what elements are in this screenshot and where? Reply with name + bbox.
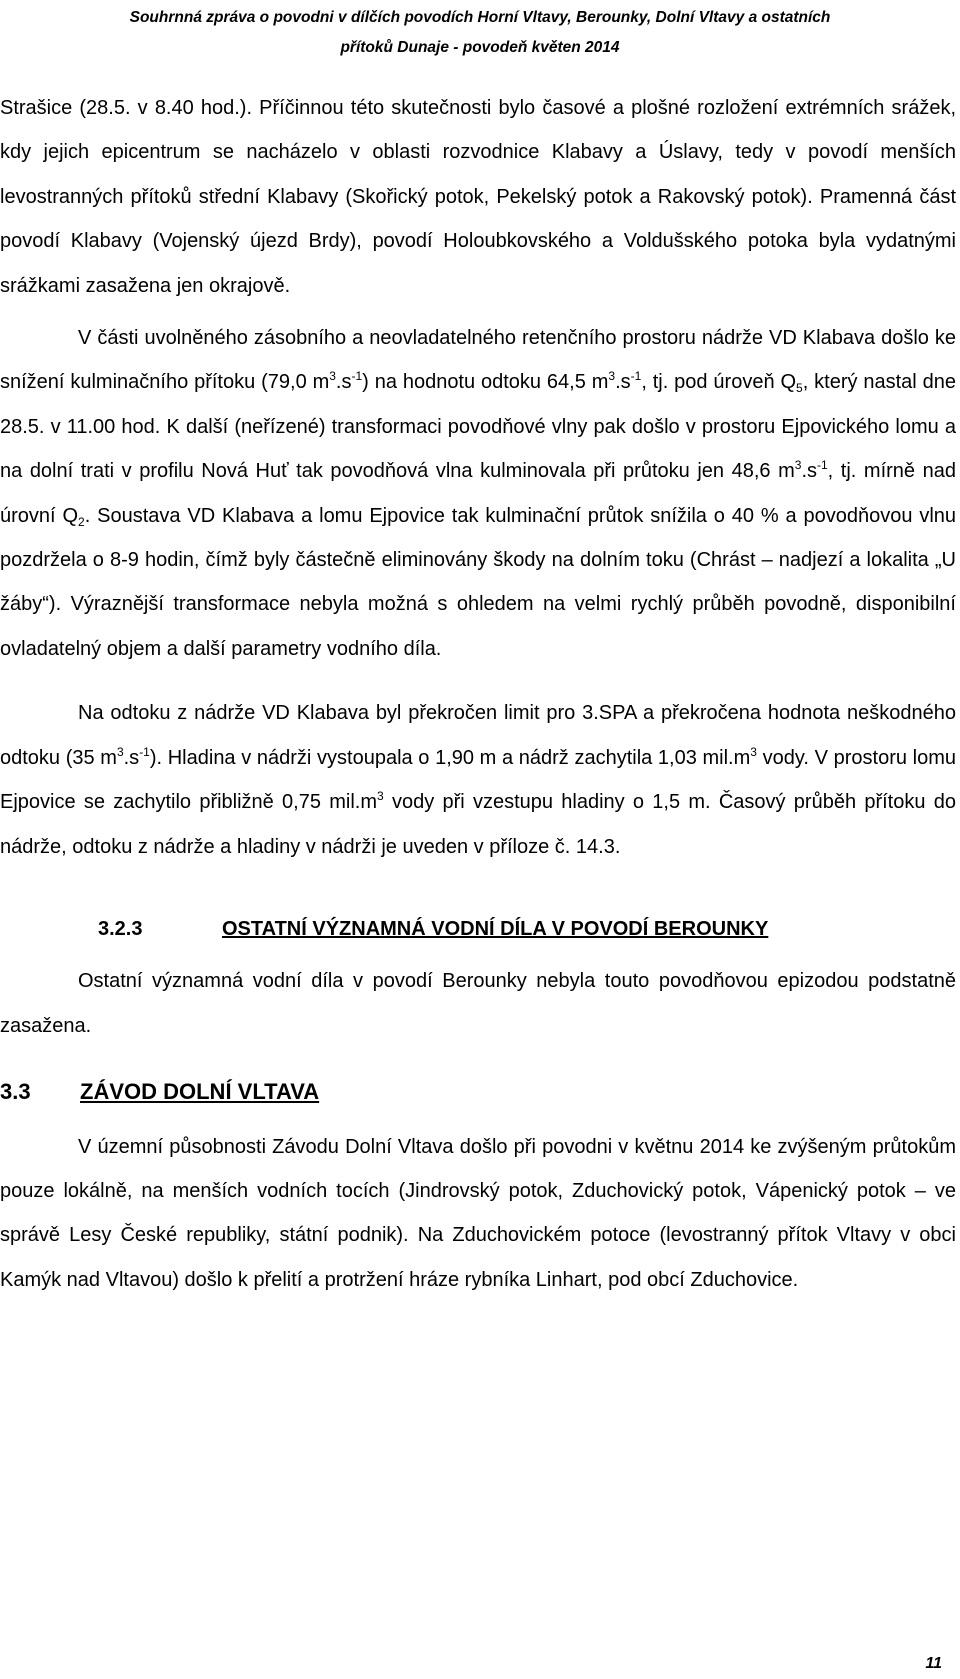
paragraph-klabava-outflow: Na odtoku z nádrže VD Klabava byl překročen limit pro 3.SPA a překročena hodnota neškodného odtoku (35 $m^3.s^{-1}$). Hladina v nádrži vystoupala o 1,90 m a nádrž zachytila 1,03 $mil.m^3$ vody. V prostoru lomu Ejpovice se zachytilo přibližně 0,75 $mil.m^3$ vody při vzestupu hladiny o 1,5 m. Časový průběh přítoku do nádrže, odtoku z nádrže a hladiny v nádrži je uveden v příloze č. 14.3. [0,702,956,858]
document-header [0,3,960,63]
header-line-1: Souhrnná zpráva o povodni v dílčích povodích Horní Vltavy, Berounky, Dolní Vltavy a ostatních [129,9,831,26]
paragraph-klabava-transformation: V části uvolněného zásobního a neovladatelného retenčního prostoru nádrže VD Klabava došlo ke snížení kulminačního přítoku (79,0 $m^3.s^{-1}$) na hodnotu odtoku 64,5 $m^3.s^{-1}$, tj. pod úroveň $Q_5$, který nastal dne 28.5. v 11.00 hod. K další (neřízené) transformaci povodňové vlny pak došlo v prostoru Ejpovického lomu a na dolní trati v profilu Nová Huť tak povodňová vlna kulminovala při průtoku jen 48,6 $m^3.s^{-1}$, tj. mírně nad úrovní $Q_2$. Soustava VD Klabava a lomu Ejpovice tak kulminační průtok snížila o 40 % a povodňovou vlnu pozdržela o 8-9 hodin, čímž byly částečně eliminovány škody na dolním toku (Chrást – nadjezí a lokalita „U žáby“). Výraznější transformace nebyla možná s ohledem na velmi rychlý průběh povodně, disponibilní ovladatelný objem a další parametry vodního díla. [0,327,957,660]
paragraph-strasice: Strašice (28.5. v 8.40 hod.). Příčinnou této skutečnosti bylo časové a plošné rozložení extrémních srážek, kdy jejich epicentrum se nacházelo v oblasti rozvodnice Klabavy a Úslavy, tedy v povodí menších levostranných přítoků střední Klabavy (Skořický potok, Pekelský potok a Rakovský potok). Pramenná část povodí Klabavy (Vojenský újezd Brdy), povodí Holoubkovského a Voldušského potoka byla vydatnými srážkami zasažena jen okrajově. [0,97,956,297]
section-number: 3.3 [0,1079,31,1105]
page-number: 11 [925,1655,942,1672]
section-title: ZÁVOD DOLNÍ VLTAVA [80,1079,320,1105]
section-heading-3-3 [0,1070,956,1114]
header-line-2: přítoků Dunaje - povodeň květen 2014 [340,39,620,56]
paragraph-other-works: Ostatní významná vodní díla v povodí Berounky nebyla touto povodňovou epizodou podstatně zasažena. [0,970,956,1037]
section-heading-3-2-3 [0,907,956,951]
paragraph-dolni-vltava: V územní působnosti Závodu Dolní Vltava došlo při povodni v květnu 2014 ke zvýšeným průtokům pouze lokálně, na menších vodních tocích (Jindrovský potok, Zduchovický potok, Vápenický potok – ve správě Lesy České republiky, státní podnik). Na Zduchovickém potoce (levostranný přítok Vltavy v obci Kamýk nad Vltavou) došlo k přelití a protržení hráze rybníka Linhart, pod obcí Zduchovice. [0,1135,956,1291]
document-body [0,86,956,1302]
section-title: OSTATNÍ VÝZNAMNÁ VODNÍ DÍLA V POVODÍ BEROUNKY [222,917,769,940]
section-number: 3.2.3 [98,917,143,940]
